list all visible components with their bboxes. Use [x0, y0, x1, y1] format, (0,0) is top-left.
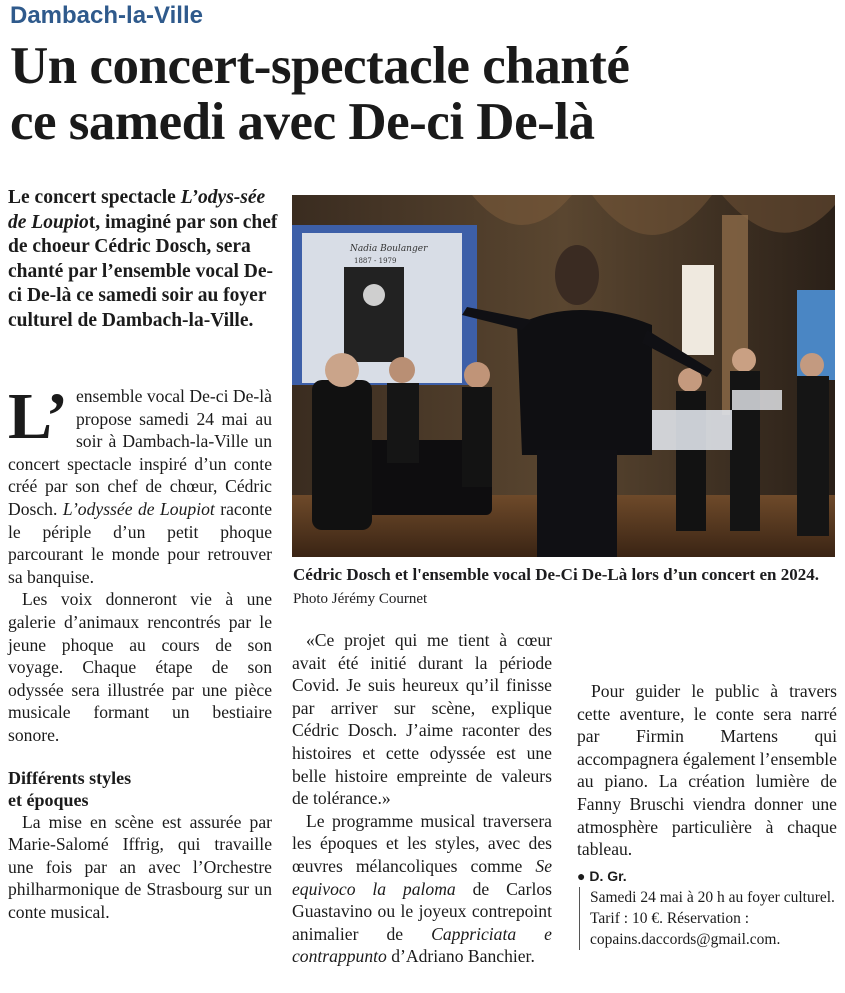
- article-column-3: [577, 680, 837, 950]
- quote-paragraph: «Ce projet qui me tient à cœur avait été initié durant la période Covid. Je suis heureux qu’il finisse par arriver sur scène, explique Cédric Dosch. J’aime raconter des histoires et cette odyssée est une belle histoire empreinte de valeurs de tolérance.»: [292, 630, 552, 809]
- subheading-line-1: Différents styles: [8, 767, 132, 788]
- p5-title-2: Cappriciata e contrappunto: [292, 923, 552, 967]
- article-column-1: [8, 380, 272, 923]
- lead-text-b: t, imaginé par son chef de choeur Cédric Dosch, sera chanté par l’ensemble vocal De-ci De-là ce samedi soir au foyer culturel de Dambach-la-Ville.: [8, 211, 278, 331]
- headline: [10, 38, 840, 150]
- p5-text-a: Le programme musical traversera les époques et les styles, avec des œuvres mélancoliques comme: [292, 810, 552, 876]
- p1-text-b: raconte le périple d’un petit phoque parcourant le monde pour retrouver sa banquise.: [8, 498, 272, 587]
- p1-text-a: ensemble vocal De-ci De-là propose samedi 24 mai au soir à Dambach-la-Ville un concert spectacle inspiré d’un conte créé par son chef de chœur, Cédric Dosch.: [8, 386, 272, 519]
- author-signature: ● D. Gr.: [577, 867, 627, 884]
- paragraph-1: [8, 380, 272, 588]
- paragraph-3: La mise en scène est assurée par Marie-Salomé Iffrig, qui travaille une fois par an avec l’Orchestre philharmonique de Strasbourg sur un conte musical.: [8, 811, 272, 922]
- lead-text-a: Le concert spectacle: [8, 187, 181, 208]
- headline-line-2: ce samedi avec De-ci De-là: [10, 93, 595, 151]
- drop-cap: L’: [8, 380, 68, 453]
- paragraph-6: Pour guider le public à travers cette aventure, le conte sera narré par Firmin Martens qui accompagnera également l’ensemble au piano. La création lumière de Fanny Bruschi viendra donner une atmosphère particulière à chaque tableau.: [577, 681, 837, 860]
- caption-text: Cédric Dosch et l'ensemble vocal De-Ci De-Là lors d’un concert en 2024.: [293, 565, 819, 584]
- concert-photo-illustration: [292, 195, 835, 557]
- screen-caption-name: Nadia Boulanger: [350, 244, 428, 254]
- concert-photo: [292, 195, 835, 557]
- photo-caption: [293, 564, 838, 610]
- lead-paragraph: [8, 186, 282, 333]
- article-column-2: [292, 629, 552, 968]
- p1-title: L’odyssée de Loupiot: [62, 498, 215, 519]
- subheading: [8, 767, 272, 811]
- p5-title-1: Se equivoco la paloma: [292, 855, 552, 899]
- paragraph-2: Les voix donneront vie à une galerie d’animaux rencontrés par le jeune phoque au cours de son voyage. Chaque étape de son odyssée sera illustrée par une pièce musicale formant un bestiaire sonore.: [8, 589, 272, 745]
- photo-credit: Photo Jérémy Cournet: [293, 591, 428, 607]
- headline-line-1: Un concert-spectacle chanté: [10, 37, 630, 95]
- screen-caption-dates: 1887 - 1979: [354, 257, 397, 265]
- p5-text-c: d’Adriano Banchier.: [386, 946, 535, 967]
- lead-title: L’odys-sée de Loupio: [8, 187, 266, 233]
- practical-info: Samedi 24 mai à 20 h au foyer culturel. Tarif : 10 €. Réservation : copains.daccords@gmail.com.: [579, 887, 837, 950]
- p5-text-b: de Carlos Guastavino ou le joyeux contrepoint animalier de: [292, 878, 553, 944]
- section-kicker: Dambach-la-Ville: [10, 2, 203, 29]
- paragraph-5: [292, 810, 552, 968]
- subheading-line-2: et époques: [8, 789, 89, 810]
